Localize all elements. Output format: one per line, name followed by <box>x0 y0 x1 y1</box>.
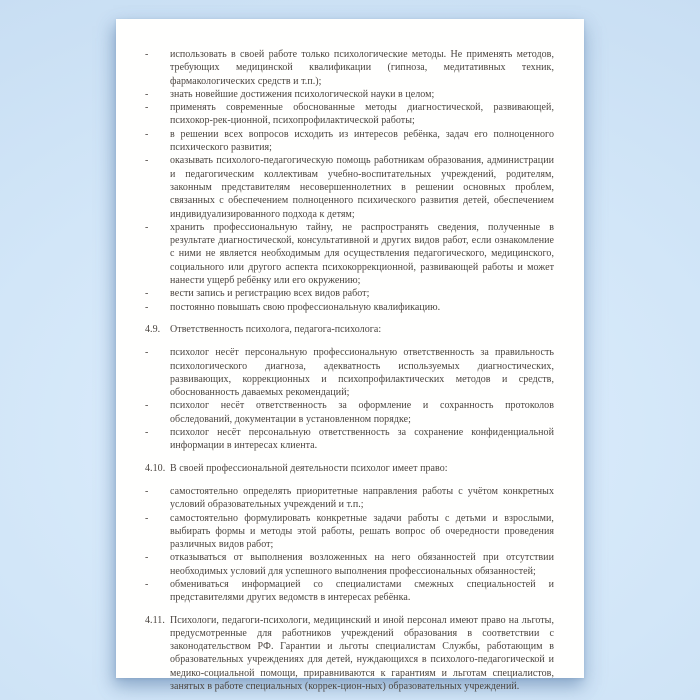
bullet-marker: - <box>145 49 149 60</box>
list-item <box>145 287 554 300</box>
list-item <box>145 551 554 578</box>
list-item <box>145 301 554 314</box>
list-item-text: психолог несёт ответственность за оформление и сохранность протоколов обследований, документации в установленном порядке; <box>170 400 554 425</box>
bullet-list-rights <box>145 485 554 605</box>
bullet-marker: - <box>145 427 149 439</box>
list-item-text: обмениваться информацией со специалистами смежных специальностей и представителями других ведомств в интересах ребёнка. <box>170 578 554 604</box>
list-item <box>145 426 554 453</box>
list-item <box>145 154 554 220</box>
bullet-marker: - <box>145 301 149 313</box>
bullet-marker: - <box>145 221 149 233</box>
list-item <box>145 578 554 605</box>
section-text: В своей профессиональной деятельности психолог имеет право: <box>170 462 448 474</box>
section-number: 4.9. <box>145 323 161 335</box>
list-item <box>145 221 554 287</box>
section-heading-4-9 <box>145 323 554 336</box>
list-item-text: отказываться от выполнения возложенных на него обязанностей при отсутствии необходимых условий для успешного выполнения профессиональных обязанностей; <box>170 552 554 577</box>
bullet-list-duties <box>145 48 554 314</box>
list-item <box>145 512 554 552</box>
list-item <box>145 48 554 88</box>
list-item <box>145 101 554 128</box>
section-heading-4-11 <box>145 614 554 694</box>
section-number: 4.10. <box>145 462 166 474</box>
list-item <box>145 346 554 399</box>
list-item-text: применять современные обоснованные методы диагностической, развивающей, психокор-рек-ционной, психопрофилактической работы; <box>170 102 554 127</box>
list-item-text: постоянно повышать свою профессиональную квалификацию. <box>170 301 441 313</box>
list-item <box>145 485 554 512</box>
bullet-marker: - <box>145 512 149 524</box>
list-item-text: психолог несёт персональную профессиональную ответственность за правильность психологического диагноза, адекватность используемых диагностических, развивающих, коррекционных и психопрофилактических методов и средств, обоснованность даваемых рекомендаций; <box>170 347 554 399</box>
list-item-text: хранить профессиональную тайну, не распространять сведения, полученные в результате диагностической, консультативной и других видов работ, если ознакомление с ними не является необходимым для осуществления педагогического, медицинского, социального или другого аспекта психокоррекционной, развивающей работы и может нанести ущерб ребёнку или его окружению; <box>170 221 554 287</box>
bullet-marker: - <box>145 88 149 100</box>
list-item-text: в решении всех вопросов исходить из интересов ребёнка, задач его полноценного психического развития; <box>170 128 554 154</box>
bullet-marker: - <box>145 155 149 167</box>
bullet-marker: - <box>145 128 149 140</box>
page-content <box>145 48 554 700</box>
bullet-marker: - <box>145 288 149 300</box>
bullet-marker: - <box>145 578 149 590</box>
bullet-marker: - <box>145 347 149 359</box>
section-text: Ответственность психолога, педагога-психолога: <box>170 323 382 335</box>
list-item-text: психолог несёт персональную ответственность за сохранение конфиденциальной информации в интересах клиента. <box>170 427 554 452</box>
section-number: 4.11. <box>145 614 165 626</box>
list-item <box>145 399 554 426</box>
bullet-marker: - <box>145 400 149 412</box>
bullet-marker: - <box>145 552 149 564</box>
list-item-text: использовать в своей работе только психологические методы. Не применять методов, требующих медицинской квалификации (гипноза, медитативных техник, фармакологических средств и т.п.); <box>170 49 554 87</box>
bullet-marker: - <box>145 102 149 114</box>
list-item-text: самостоятельно формулировать конкретные задачи работы с детьми и взрослыми, выбирать формы и методы этой работы, решать вопрос об очередности проведения различных видов работ; <box>170 512 554 551</box>
bullet-list-responsibility <box>145 346 554 452</box>
list-item-text: самостоятельно определять приоритетные направления работы с учётом конкретных условий образовательных учреждений и т.п.; <box>170 485 554 511</box>
list-item-text: знать новейшие достижения психологической науки в целом; <box>170 88 435 100</box>
list-item-text: вести запись и регистрацию всех видов работ; <box>170 288 370 300</box>
section-heading-4-10 <box>145 462 554 475</box>
bullet-marker: - <box>145 485 149 497</box>
list-item <box>145 128 554 155</box>
document-page <box>116 19 584 693</box>
section-text: Психологи, педагоги-психологи, медицинский и иной персонал имеют право на льготы, предусмотренные для работников учреждений образования в соответствии с законодательством РФ. Гарантии и льготы специалистам Службы, работающим в образовательных учреждениях для детей, нуждающихся в психолого-педагогической и медико-социальной помощи, приравниваются к гарантиям и льготам специалистов, занятых в работе специальных (коррек-цион-ных) образовательных учреждений. <box>170 614 554 693</box>
list-item-text: оказывать психолого-педагогическую помощь работникам образования, администрации и педагогическим коллективам учебно-воспитательных учреждений, родителям, законным представителям несовершеннолетних в решении основных проблем, связанных с обеспечением полноценного психического развития детей, обеспечением индивидуализированного подхода к детям; <box>170 155 554 220</box>
list-item <box>145 88 554 101</box>
